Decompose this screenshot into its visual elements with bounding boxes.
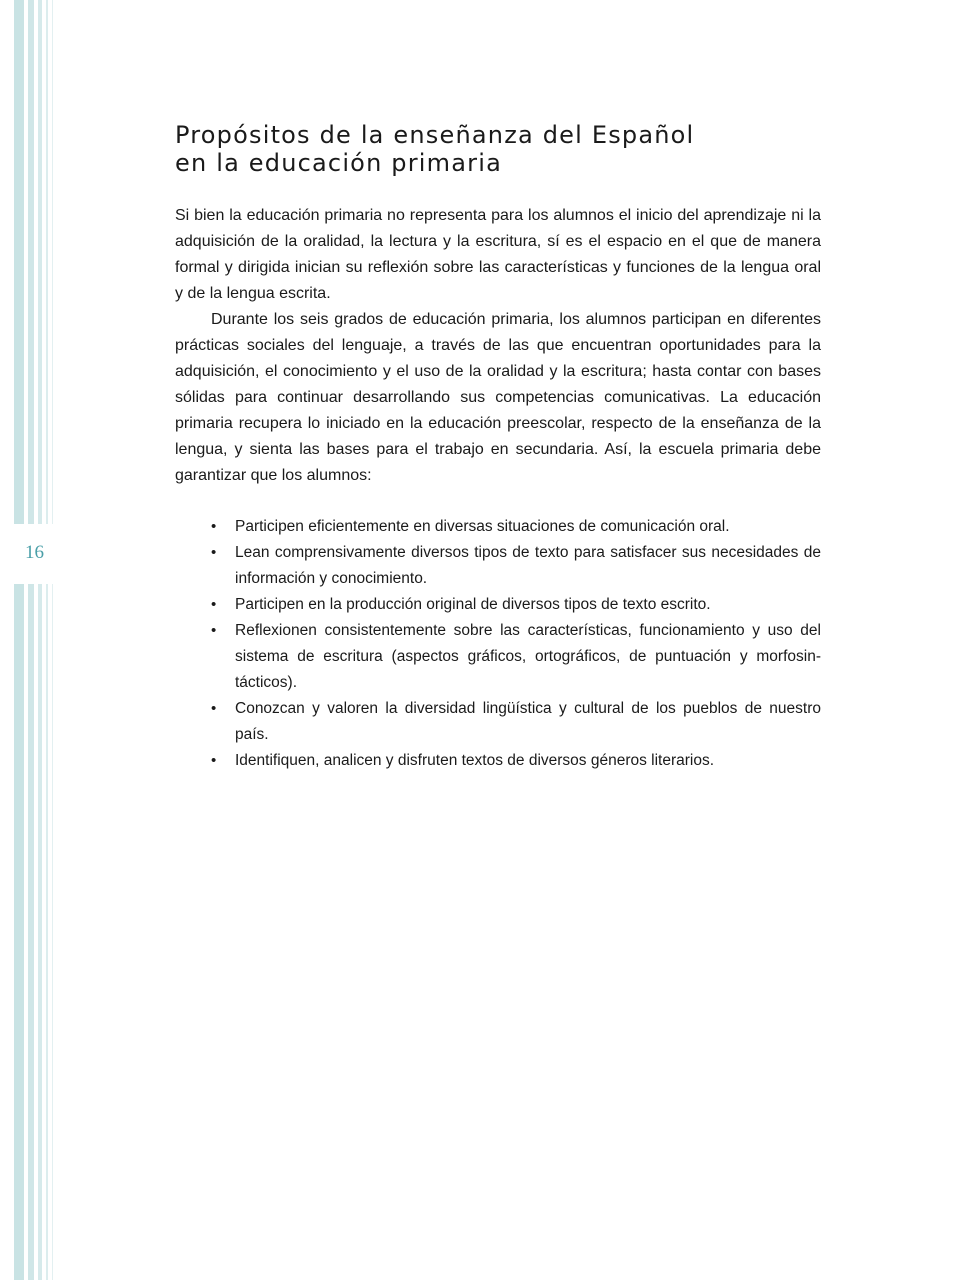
bullet-icon: • <box>211 752 217 769</box>
list-item-text: Conozcan y valoren la diversidad lingüística y cultural de los pueblos de nuestro país. <box>235 700 821 743</box>
body-text <box>175 203 821 489</box>
bullet-icon: • <box>211 544 217 561</box>
margin-stripe <box>38 0 42 1280</box>
heading-line-2: en la educación primaria <box>175 149 503 177</box>
list-item <box>175 514 821 540</box>
margin-stripe <box>28 0 34 1280</box>
margin-stripe <box>52 0 53 1280</box>
list-item-text: Participen en la producción original de diversos tipos de texto escrito. <box>235 596 711 613</box>
purposes-list <box>175 514 821 774</box>
list-item <box>175 696 821 748</box>
paragraph-intro: Si bien la educación primaria no representa para los alumnos el inicio del aprendizaje ni la adquisición de la oralidad, la lectura y la escritura, sí es el espacio en el que de manera formal y dirigida inician su reflexión sobre las características y funciones de la lengua oral y de la lengua escrita. <box>175 207 821 302</box>
list-item-text: Reflexionen consistentemente sobre las características, funcionamiento y uso del sistema de escritura (aspectos gráficos, ortográficos, de puntuación y morfosintácticos). <box>235 622 821 691</box>
paragraph-grades: Durante los seis grados de educación primaria, los alumnos participan en diferentes prácticas sociales del lenguaje, a través de las que encuentran oportunidades para la adquisición, el conocimiento y el uso de la oralidad y la escritura; hasta contar con bases sólidas para continuar desarrollando sus competencias comunicativas. La educación primaria recupera lo iniciado en la educación preescolar, respecto de la enseñanza de la lengua, y sienta las bases para el trabajo en secundaria. Así, la escuela primaria debe garantizar que los alumnos: <box>175 311 821 484</box>
heading-line-1: Propósitos de la enseñanza del Español <box>175 121 695 149</box>
bullet-icon: • <box>211 596 217 613</box>
list-item <box>175 618 821 696</box>
margin-stripe <box>46 0 48 1280</box>
margin-stripe <box>14 0 24 1280</box>
list-item <box>175 592 821 618</box>
list-item-text: Identifiquen, analicen y disfruten textos de diversos géneros literarios. <box>235 752 715 769</box>
list-item <box>175 540 821 592</box>
bullet-icon: • <box>211 518 217 535</box>
decorative-margin-stripes <box>0 0 70 1280</box>
page-number: 16 <box>25 542 44 563</box>
list-item-text: Participen eficientemente en diversas situaciones de comunicación oral. <box>235 518 730 535</box>
list-item-text: Lean comprensivamente diversos tipos de texto para satisfacer sus necesidades de información y conocimiento. <box>235 544 821 587</box>
bullet-icon: • <box>211 622 217 639</box>
section-heading <box>175 121 694 177</box>
bullet-icon: • <box>211 700 217 717</box>
list-item <box>175 748 821 774</box>
